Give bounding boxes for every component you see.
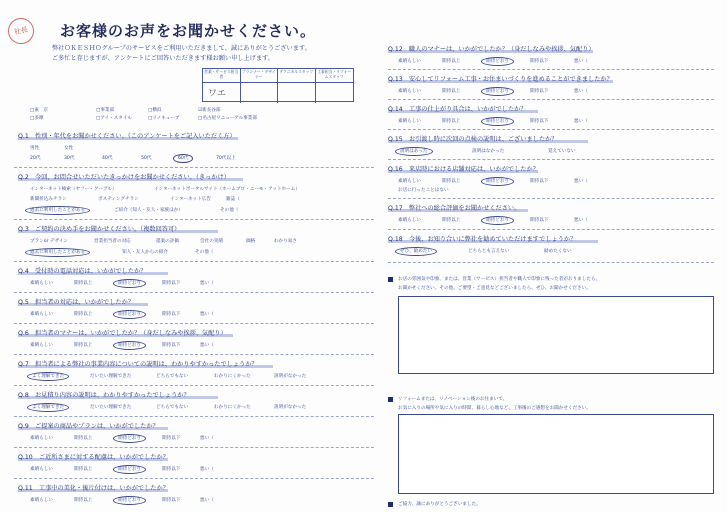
q9-above[interactable]: 期待以上 [74,436,93,441]
q7-mostly[interactable]: だいたい理解できた [90,374,132,379]
divider [388,69,714,70]
q14-as-expected-selected[interactable]: 期待どおり [481,117,514,126]
q7-neutral[interactable]: どちらでもない [156,374,189,379]
q12-as-expected-selected[interactable]: 期待どおり [481,57,514,66]
staff-cell-construction[interactable] [316,83,354,103]
comment1-prompt-line1: お店の雰囲気や印象、または、営業（サービス）担当者や職人で印象に残った者がおりましたら、 [398,277,601,282]
page-title: お客様のお声をお聞かせください。 [60,22,317,40]
question-12: Q.12 職人のマナーは、いかがでしたか？（身だしなみや挨拶、気配り） [388,46,595,53]
q2-magazine[interactable]: 雑誌（ [226,197,240,202]
q10-above[interactable]: 期待以上 [74,467,93,472]
q14-below[interactable]: 期待以下 [530,119,549,124]
q2-posting-flyer[interactable]: ポスティングチラシ [98,197,139,202]
question-16: Q.16 来店時における店舗対応は、いかがでしたか？ [388,166,539,173]
q18-neutral[interactable]: どちらとも言えない [468,249,510,254]
q18-no[interactable]: 勧めたくない [544,249,572,254]
staff-cell-technical[interactable] [278,83,316,103]
q16-below[interactable]: 期待以下 [530,179,549,184]
divider [388,99,714,100]
q1-70s[interactable]: 70代以上 [216,156,236,161]
q16-never-visited[interactable]: お店に行ったことはない [398,188,449,193]
intro-line-1: 弊社ＯＫＥＳＨＯグループのサービスをご利用いただきまして、誠にありがとうございます。 [52,45,311,52]
divider [388,229,714,230]
q5-below[interactable]: 期待以下 [162,312,181,317]
q4-excellent[interactable]: 素晴らしい [30,281,53,286]
intro-line-2: ご多忙と存じますが、アンケートにご回答いただきます様お願い申し上げます。 [52,55,274,62]
q17-bad[interactable]: 悪い（ [574,218,588,223]
question-10: Q.10 ご近所さまに対する配慮は、いかがでしたか？ [18,454,169,461]
q9-bad[interactable]: 悪い（ [200,436,214,441]
q16-as-expected-selected[interactable]: 期待どおり [481,177,514,186]
branch-nagoya[interactable]: □名古屋リニューアル事業部 [198,116,257,121]
bullet-square [388,502,393,507]
divider [14,416,374,417]
branch-division[interactable]: □事業部 [96,108,115,113]
q8-understood-selected[interactable]: よく理解できた [27,403,69,412]
q11-bad[interactable]: 悪い（ [200,498,214,503]
q7-unclear[interactable]: わかりにくかった [214,374,251,379]
seal-stamp: 社長 [6,16,37,47]
q1-50s[interactable]: 50代 [141,156,152,161]
handwritten-signature: ワエ [208,89,227,99]
q3-sales-response[interactable]: 営業担当者の対応 [94,239,131,244]
q6-bad[interactable]: 悪い（ [200,343,214,348]
q1-60s-selected[interactable]: 60代 [173,154,193,163]
divider [14,167,374,168]
q5-excellent[interactable]: 素晴らしい [30,312,53,317]
q6-below[interactable]: 期待以下 [162,343,181,348]
q3-other[interactable]: その他（ [195,250,214,255]
q17-above[interactable]: 期待以上 [442,218,461,223]
branch-tokyo[interactable]: □東 京 [30,108,49,113]
q4-bad[interactable]: 悪い（ [200,281,214,286]
q4-above[interactable]: 期待以上 [74,281,93,286]
q8-none[interactable]: 説明がなかった [274,405,307,410]
q2-newspaper-flyer[interactable]: 新聞折込みチラシ [30,197,67,202]
q3-plan-design[interactable]: プランor デザイン [30,239,68,244]
q13-below[interactable]: 期待以下 [530,89,549,94]
staff-header-construction: 工事担当・リフォームスタッフ [316,69,354,83]
question-9: Q.9 ご提案の商品やプランは、いかがでしたか？ [18,423,159,430]
q1-male[interactable]: 男性 [30,146,40,151]
q6-above[interactable]: 期待以上 [74,343,93,348]
q4-as-expected-selected[interactable]: 期待どおり [113,279,146,288]
q15-not-explained[interactable]: 説明はなかった [472,149,505,154]
q3-past-user-selected[interactable]: 過去に利用したことがある [25,248,90,257]
q2-portal-site[interactable]: インターネットポータルサイト（ホームプロ・ニーモ・アットホーム） [154,187,300,192]
bullet-square [388,397,393,402]
q6-excellent[interactable]: 素晴らしい [30,343,53,348]
staff-header-sales: 営業・サービス担当者 [203,69,241,83]
question-17: Q.17 弊社への総合評価をお聞かせください。 [388,205,521,212]
q13-as-expected-selected[interactable]: 期待どおり [481,87,514,96]
divider [388,129,714,130]
staff-header-technical: テクニカルスタッフ [278,69,316,83]
q2-web-ad[interactable]: インターネット広告 [170,197,211,202]
q16-above[interactable]: 期待以上 [442,179,461,184]
question-8: Q.8 お見積り内容の説明は、わかりやすかったでしょうか？ [18,392,190,399]
q3-track-record[interactable]: 会社の実績 [200,239,223,244]
comment2-prompt-line1: リフォームまたは、リノベーション後のお住まいで、 [398,397,508,402]
question-1: Q.1 性別・年代をお聞かせください。（このアンケートをご記入いただく方） [18,133,236,140]
q5-above[interactable]: 期待以上 [74,312,93,317]
branch-shinhasebe[interactable]: ☑新長谷部 [198,108,221,113]
q2-referral[interactable]: ご紹介（知人・友人・家族ほか） [114,208,183,213]
q13-bad[interactable]: 悪い（ [574,89,588,94]
q11-above[interactable]: 期待以上 [74,498,93,503]
q10-excellent[interactable]: 素晴らしい [30,467,53,472]
comment-box-2[interactable] [398,414,714,494]
q2-other[interactable]: その他（ [220,208,239,213]
q8-neutral[interactable]: どちらでもない [156,405,189,410]
q17-below[interactable]: 期待以下 [530,218,549,223]
question-5: Q.5 担当者の対応は、いかがでしたか？ [18,299,134,306]
divider [388,198,714,199]
question-11: Q.11 工事中の美化・後片付けは、いかがでしたか？ [18,485,169,492]
question-14: Q.14 工事の仕上がり具合は、いかがでしたか？ [388,106,527,113]
q10-below[interactable]: 期待以下 [162,467,181,472]
bullet-square [388,277,393,282]
question-13: Q.13 安心してリフォーム工事・お住まいづくりを進めることができましたか？ [388,76,613,83]
q7-understood-selected[interactable]: よく理解できた [27,372,69,381]
branch-tama[interactable]: □多摩 [30,116,44,121]
question-2: Q.2 今回、お問合せいただいたきっかけをお聞かせください。（きっかけ） [18,174,230,181]
q3-clarity[interactable]: わかり易さ [274,239,297,244]
divider [388,159,714,160]
q16-excellent[interactable]: 素晴らしい [398,179,421,184]
q6-as-expected-selected[interactable]: 期待どおり [113,341,146,350]
q10-bad[interactable]: 悪い（ [200,467,214,472]
q17-excellent[interactable]: 素晴らしい [398,218,421,223]
q5-as-expected-selected[interactable]: 期待どおり [113,310,146,319]
q8-mostly[interactable]: だいたい理解できた [90,405,132,410]
q1-female[interactable]: 女性 [64,146,74,151]
question-7: Q.7 担当者による弊社の事業内容についての説明は、わかりやすかったでしょうか？ [18,361,258,368]
q12-bad[interactable]: 悪い（ [574,59,588,64]
q2-past-user-selected[interactable]: 過去に利用したことがある [25,206,90,215]
q5-bad[interactable]: 悪い（ [200,312,214,317]
footer-thanks: ご協力、誠にありがとうございました。 [398,502,481,507]
divider [14,447,374,448]
comment1-prompt-line2: お聞かせください。その他、ご要望・ご意見などございましたら、ぜひ、お聞かせください。 [398,286,591,291]
q12-excellent[interactable]: 素晴らしい [398,59,421,64]
question-4: Q.4 受付時の電話対応は、いかがでしたか？ [18,268,147,275]
question-6: Q.6 担当者のマナーは、いかがでしたか？（身だしなみや挨拶、気配り） [18,330,227,337]
divider [14,385,374,386]
q18-recommend-selected[interactable]: ぜひ、勧めたい [395,247,437,256]
q11-as-expected-selected[interactable]: 期待どおり [113,496,146,505]
q14-excellent[interactable]: 素晴らしい [398,119,421,124]
q9-as-expected-selected[interactable]: 期待どおり [113,434,146,443]
q9-below[interactable]: 期待以下 [162,436,181,441]
q7-none[interactable]: 説明がなかった [274,374,307,379]
branch-istyle[interactable]: □アイ・スタイル [96,116,132,121]
divider [14,323,374,324]
q4-below[interactable]: 期待以下 [162,281,181,286]
staff-cell-planner[interactable] [241,83,279,103]
divider [14,478,374,479]
q10-as-expected-selected[interactable]: 期待どおり [113,465,146,474]
q1-40s[interactable]: 40代 [102,156,113,161]
divider [14,261,374,262]
question-3: Q.3 ご契約の決め手をお聞かせください。（複数回答可） [18,226,181,233]
q16-bad[interactable]: 悪い（ [574,179,588,184]
question-18: Q.18 今後、お知り合いに弊社を勧めていただけますでしょうか？ [388,236,577,243]
q2-web-search[interactable]: インターネット検索（ヤフー・グーグル） [30,187,117,192]
q17-as-expected-selected[interactable]: 期待どおり [481,216,514,225]
q13-excellent[interactable]: 素晴らしい [398,89,421,94]
q13-above[interactable]: 期待以上 [442,89,461,94]
q3-referral[interactable]: 知人・友人からの紹介 [122,250,168,255]
branch-renocube[interactable]: □リノキューブ [148,116,180,121]
divider [14,354,374,355]
divider [14,219,374,220]
q11-below[interactable]: 期待以下 [162,498,181,503]
divider [388,262,714,263]
q1-20s[interactable]: 20代 [30,156,41,161]
q11-excellent[interactable]: 素晴らしい [30,498,53,503]
staff-header-planner: プランナー・デザイナー [241,69,279,83]
q9-excellent[interactable]: 素晴らしい [30,436,53,441]
q3-price[interactable]: 価格 [246,239,256,244]
comment-box-1[interactable] [398,296,714,374]
q15-dont-remember[interactable]: 覚えていない [548,149,576,154]
q12-below[interactable]: 期待以下 [530,59,549,64]
q15-explained-selected[interactable]: 説明はあった [395,147,433,156]
q14-bad[interactable]: 悪い（ [574,119,588,124]
q8-unclear[interactable]: わかりにくかった [214,405,251,410]
q14-above[interactable]: 期待以上 [442,119,461,124]
q1-30s[interactable]: 30代 [64,156,75,161]
comment2-prompt-line2: お気に入りの場所や気に入りの時間、暮らし心地など、工事後のご感想をお聞かせください。 [398,406,591,411]
divider [14,292,374,293]
branch-yokohama[interactable]: □横浜 [148,108,162,113]
q12-above[interactable]: 期待以上 [442,59,461,64]
q3-proposal[interactable]: 提案の評価 [156,239,179,244]
question-15: Q.15 お引渡し時に次回の点検の説明は、ございましたか？ [388,136,558,143]
